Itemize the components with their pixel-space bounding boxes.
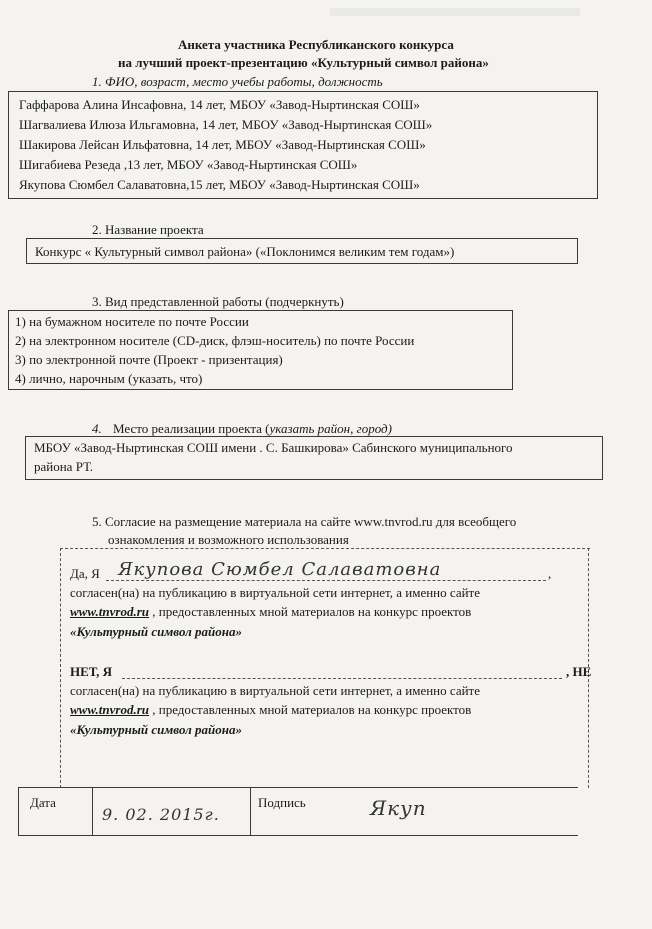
participant-row: Якупова Сюмбел Салаватовна,15 лет, МБОУ «Завод-Ныртинская СОШ» xyxy=(19,177,420,192)
footer-bottom-line xyxy=(18,835,578,836)
section1-heading: 1. ФИО, возраст, место учебы работы, должность xyxy=(92,74,383,89)
project-name-box xyxy=(26,238,578,264)
consent-yes-contest: «Культурный символ района» xyxy=(70,624,242,639)
handwritten-full-name: Якупова Сюмбел Салаватовна xyxy=(118,559,442,580)
consent-no-line3-rest: , предоставленных мной материалов на конкурс проектов xyxy=(152,702,472,717)
section4-title-hint: указать район, город) xyxy=(269,421,392,436)
consent-no-suffix: , НЕ xyxy=(566,664,592,679)
footer-top-line xyxy=(18,787,578,788)
consent-no-line2: согласен(на) на публикацию в виртуальной сети интернет, а именно сайте xyxy=(70,683,480,698)
scan-artifact xyxy=(330,8,580,16)
consent-no-line3 xyxy=(70,702,471,718)
consent-no-prefix: НЕТ, Я xyxy=(70,664,113,679)
footer-left-line xyxy=(18,787,19,835)
consent-yes-line3-rest: , предоставленных мной материалов на конкурс проектов xyxy=(152,604,472,619)
section5-heading-line1: 5. Согласие на размещение материала на сайте www.tnvrod.ru для всеобщего xyxy=(92,514,517,529)
handwritten-date: 9. 02. 2015г. xyxy=(102,805,220,824)
location-box xyxy=(25,436,603,480)
no-name-line xyxy=(122,678,562,679)
consent-top-border xyxy=(60,548,590,549)
section3-heading: 3. Вид представленной работы (подчеркнуть) xyxy=(92,294,344,309)
consent-left-border xyxy=(60,548,61,788)
location-value-line1: МБОУ «Завод-Ныртинская СОШ имени . С. Башкирова» Сабинского муниципального xyxy=(34,440,513,455)
work-type-option: 2) на электронном носителе (CD-диск, флэш-носитель) по почте России xyxy=(15,333,415,348)
handwritten-signature: Якуп xyxy=(370,796,427,820)
name-line xyxy=(106,580,546,581)
participant-row: Шигабиева Резеда ,13 лет, МБОУ «Завод-Ныртинская СОШ» xyxy=(19,157,358,172)
consent-yes-comma: , xyxy=(548,566,552,581)
location-value-line2: района РТ. xyxy=(34,459,93,474)
signature-label: Подпись xyxy=(258,795,306,810)
consent-yes-line3 xyxy=(70,604,471,620)
participants-box xyxy=(8,91,598,199)
consent-yes-line2: согласен(на) на публикацию в виртуальной сети интернет, а именно сайте xyxy=(70,585,480,600)
date-label: Дата xyxy=(30,795,56,810)
form-title-line2: на лучший проект-презентацию «Культурный символ района» xyxy=(118,55,489,70)
work-type-option: 3) по электронной почте (Проект - призентация) xyxy=(15,352,283,367)
form-title-line1: Анкета участника Республиканского конкурса xyxy=(178,37,454,52)
participant-row: Шагвалиева Илюза Ильгамовна, 14 лет, МБОУ «Завод-Ныртинская СОШ» xyxy=(19,117,433,132)
work-type-box xyxy=(8,310,513,390)
participant-row: Шакирова Лейсан Ильфатовна, 14 лет, МБОУ «Завод-Ныртинская СОШ» xyxy=(19,137,426,152)
site-link[interactable]: www.tnvrod.ru xyxy=(70,702,149,717)
section2-heading: 2. Название проекта xyxy=(92,222,204,237)
section4-heading xyxy=(92,421,392,437)
site-link[interactable]: www.tnvrod.ru xyxy=(70,604,149,619)
section4-title: Место реализации проекта ( xyxy=(113,421,270,436)
section4-number: 4. xyxy=(92,421,102,436)
work-type-option: 4) лично, нарочным (указать, что) xyxy=(15,371,203,386)
consent-yes-prefix: Да, Я xyxy=(70,566,100,581)
consent-no-contest: «Культурный символ района» xyxy=(70,722,242,737)
participant-row: Гаффарова Алина Инсафовна, 14 лет, МБОУ «Завод-Ныртинская СОШ» xyxy=(19,97,420,112)
work-type-option: 1) на бумажном носителе по почте России xyxy=(15,314,249,329)
section5-heading-line2: ознакомления и возможного использования xyxy=(108,532,349,547)
footer-date-divider xyxy=(92,787,93,835)
project-name-value: Конкурс « Культурный символ района» («Поклонимся великим тем годам») xyxy=(35,244,455,259)
footer-sign-divider xyxy=(250,787,251,835)
